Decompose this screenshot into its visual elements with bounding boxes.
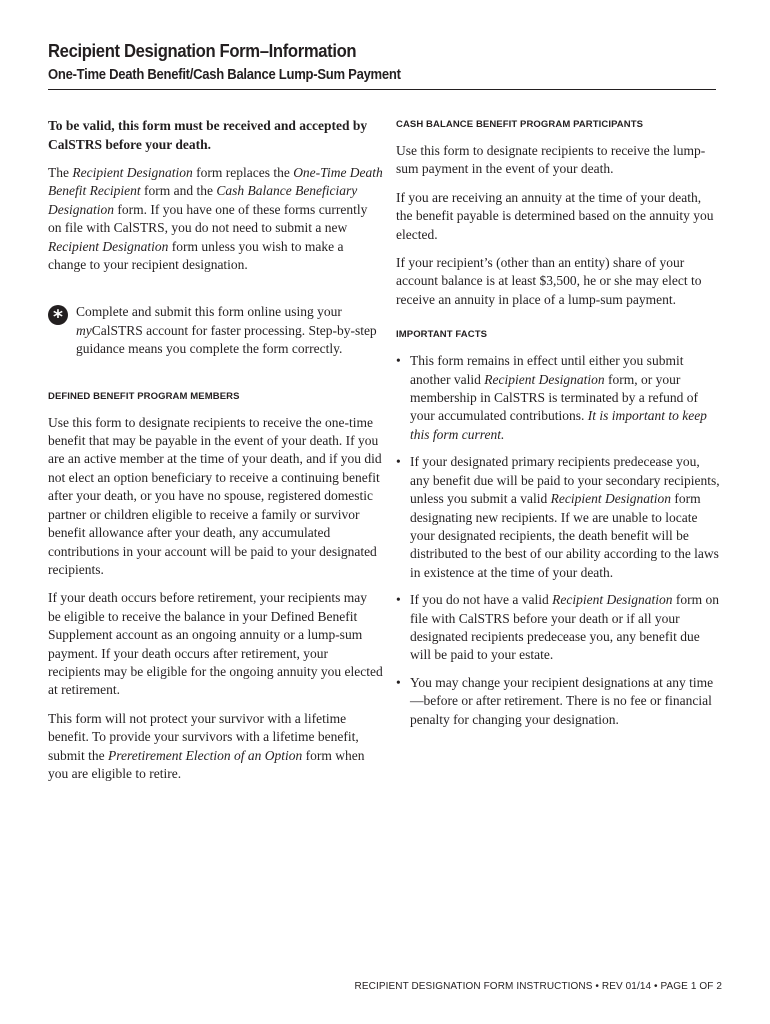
list-item: • You may change your recipient designations at any time—before or after retirement. There is no fee or financial penalty for changing your designation. [396, 674, 714, 727]
online-submission-note [48, 303, 383, 358]
right-column [396, 116, 720, 738]
list-item: • If your designated primary recipients predecease you, any benefit due will be paid to your secondary recipients, unless you submit a valid Recipient Designation form designating new recipients. If we are unable to locate your designated recipients, the death benefit will be distributed to the best of our ability according to the laws in existence at the time of your death. [396, 454, 720, 580]
defined-benefit-paragraph-2: If your death occurs before retirement, your recipients may be eligible to receive the balance in your Defined Benefit Supplement account as an ongoing annuity or a lump-sum payment. If your death occurs after retirement, your recipients may be eligible for the ongoing annuity you elected at retirement. [48, 590, 383, 698]
page-subtitle: One-Time Death Benefit/Cash Balance Lump-Sum Payment [48, 67, 401, 83]
online-note-text: Complete and submit this form online using your myCalSTRS account for faster processing. Step-by-step guidance means you complete the form correctly. [76, 304, 377, 357]
bullet-icon: • [396, 592, 401, 608]
asterisk-icon: * [48, 305, 68, 325]
defined-benefit-paragraph-3: This form will not protect your survivor with a lifetime benefit. To provide your survivors with a lifetime benefit, submit the Preretirement Election of an Option form when you are eligible to retire. [48, 710, 365, 781]
left-column [48, 116, 383, 783]
page-footer: RECIPIENT DESIGNATION FORM INSTRUCTIONS • REV 01/14 • PAGE 1 OF 2 [354, 981, 722, 992]
list-item: • If you do not have a valid Recipient Designation form on file with CalSTRS before your death or if all your designated recipients predecease you, any benefit due will be paid to your estate. [396, 592, 719, 663]
defined-benefit-paragraph-1: Use this form to designate recipients to receive the one-time benefit that may be payable in the event of your death. If you are an active member at the time of your death, and if you did not elect an option beneficiary to receive a continuing benefit after your death, or you have no spouse, registered domestic partner or children eligible to receive a family or survivor benefit allowance after your death, any accumulated contributions in your account will be paid to your designated recipients. [48, 414, 382, 577]
cash-balance-paragraph-2: If you are receiving an annuity at the time of your death, the benefit payable is determined based on the annuity you elected. [396, 189, 714, 242]
bullet-icon: • [396, 353, 401, 369]
header-rule [48, 89, 716, 90]
page-title: Recipient Designation Form–Information [48, 40, 357, 61]
cash-balance-paragraph-3: If your recipient’s (other than an entity) share of your account balance is at least $3,500, he or she may elect to receive an annuity in place of a lump-sum payment. [396, 255, 702, 307]
important-facts-heading: IMPORTANT FACTS [396, 329, 488, 341]
defined-benefit-heading: DEFINED BENEFIT PROGRAM MEMBERS [48, 390, 240, 402]
cash-balance-heading: CASH BALANCE BENEFIT PROGRAM PARTICIPANTS [396, 119, 644, 130]
intro-paragraph: The Recipient Designation form replaces the One-Time Death Benefit Recipient form and the Cash Balance Beneficiary Designation form. If you have one of these forms currently on file with CalSTRS, you do not need to submit a new Recipient Designation form unless you wish to make a change to your recipient designation. [48, 165, 383, 273]
bullet-icon: • [396, 454, 401, 470]
bullet-icon: • [396, 674, 401, 690]
list-item: • This form remains in effect until either you submit another valid Recipient Designation form, or your membership in CalSTRS is terminated by a refund of your accumulated contributions. It is important to keep this form current. [396, 353, 707, 442]
important-facts-list [396, 352, 720, 729]
validity-statement: To be valid, this form must be received and accepted by CalSTRS before your death. [48, 118, 368, 152]
cash-balance-paragraph-1: Use this form to designate recipients to receive the lump-sum payment in the event of your death. [396, 143, 706, 177]
